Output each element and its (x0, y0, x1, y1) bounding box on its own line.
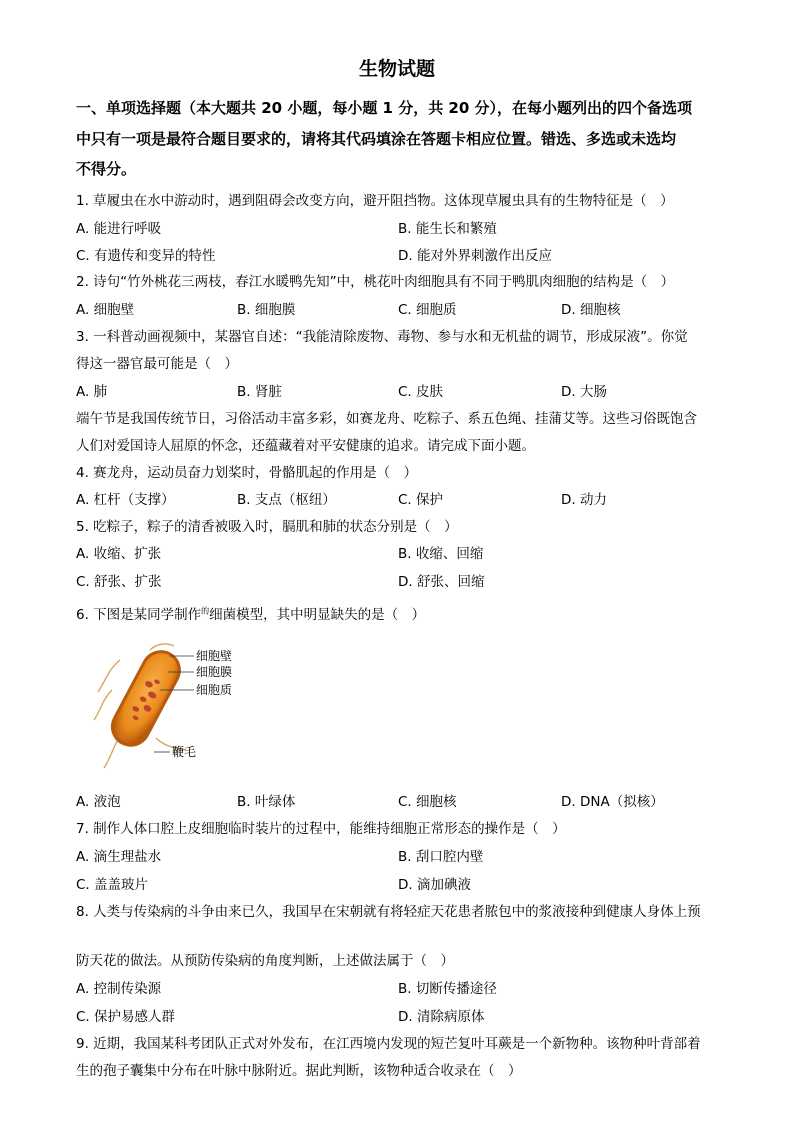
question-3-stem-line-1: 3. 一科普动画视频中，某器官自述：“我能清除废物、毒物、参与水和无机盐的调节，形成尿液”。你觉 (76, 329, 688, 345)
question-3-option-a[interactable]: A. 肺 (76, 384, 108, 400)
section-instructions-line-2: 中只有一项是最符合题目要求的，请将其代码填涂在答题卡相应位置。错选、多选或未选均 (76, 130, 677, 148)
page-title: 生物试题 (358, 58, 435, 80)
question-2-option-c[interactable]: C. 细胞质 (398, 302, 457, 318)
question-3-stem-line-2: 得这一器官最可能是（ ） (76, 356, 238, 372)
question-2-option-d[interactable]: D. 细胞核 (561, 302, 621, 318)
question-3-option-c[interactable]: C. 皮肤 (398, 384, 444, 400)
question-6-option-a[interactable]: A. 液泡 (76, 794, 121, 810)
question-2-stem: 2. 诗句“竹外桃花三两枝，春江水暖鸭先知”中，桃花叶肉细胞具有不同于鸭肌肉细胞的结构是（ ） (76, 274, 675, 290)
section-instructions-line-1: 一、单项选择题（本大题共 20 小题，每小题 1 分，共 20 分），在每小题列出的四个备选项 (76, 99, 693, 117)
question-4-option-a[interactable]: A. 杠杆（支撑） (76, 492, 175, 508)
question-5-option-c[interactable]: C. 舒张、扩张 (76, 574, 162, 590)
bacteria-model-figure (90, 640, 260, 780)
question-6-stem-superscript: 的 (201, 606, 210, 616)
question-6-option-b[interactable]: B. 叶绿体 (237, 794, 296, 810)
question-7-stem: 7. 制作人体口腔上皮细胞临时装片的过程中，能维持细胞正常形态的操作是（ ） (76, 821, 566, 837)
flagellum-strand (98, 660, 120, 692)
question-6-option-d[interactable]: D. DNA（拟核） (561, 794, 664, 810)
question-1-stem: 1. 草履虫在水中游动时，遇到阻碍会改变方向，避开阻挡物。这体现草履虫具有的生物特征是（ ） (76, 193, 674, 209)
question-8-option-a[interactable]: A. 控制传染源 (76, 981, 162, 997)
question-4-stem: 4. 赛龙舟，运动员奋力划桨时，骨骼肌起的作用是（ ） (76, 465, 418, 481)
question-2-option-b[interactable]: B. 细胞膜 (237, 302, 296, 318)
question-1-option-d[interactable]: D. 能对外界刺激作出反应 (398, 248, 552, 264)
question-5-option-a[interactable]: A. 收缩、扩张 (76, 546, 162, 562)
question-4-option-b[interactable]: B. 支点（枢纽） (237, 492, 336, 508)
question-1-option-b[interactable]: B. 能生长和繁殖 (398, 221, 497, 237)
question-6-stem-part-2: 细菌模型，其中明显缺失的是（ ） (209, 607, 426, 623)
question-2-option-a[interactable]: A. 细胞壁 (76, 302, 135, 318)
question-4-option-d[interactable]: D. 动力 (561, 492, 607, 508)
question-6-stem (76, 603, 425, 623)
question-9-stem-line-2: 生的孢子囊集中分布在叶脉中脉附近。据此判断，该物种适合收录在（ ） (76, 1063, 522, 1079)
question-7-option-c[interactable]: C. 盖盖玻片 (76, 877, 149, 893)
question-8-option-d[interactable]: D. 清除病原体 (398, 1009, 485, 1025)
question-7-option-a[interactable]: A. 滴生理盐水 (76, 849, 162, 865)
question-8-option-b[interactable]: B. 切断传播途径 (398, 981, 497, 997)
flagellum-strand (150, 644, 174, 650)
question-7-option-b[interactable]: B. 刮口腔内壁 (398, 849, 484, 865)
label-cytoplasm: 细胞质 (196, 683, 233, 697)
question-3-option-b[interactable]: B. 肾脏 (237, 384, 282, 400)
section-instructions-line-3: 不得分。 (76, 160, 137, 178)
passage-line-1: 端午节是我国传统节日，习俗活动丰富多彩，如赛龙舟、吃粽子、系五色绳、挂蒲艾等。这些习俗既饱含 (76, 411, 697, 427)
question-4-option-c[interactable]: C. 保护 (398, 492, 444, 508)
label-flagellum: 鞭毛 (172, 745, 197, 759)
question-5-stem: 5. 吃粽子，粽子的清香被吸入时，膈肌和肺的状态分别是（ ） (76, 519, 458, 535)
question-1-option-c[interactable]: C. 有遗传和变异的特性 (76, 248, 216, 264)
question-8-stem-line-1: 8. 人类与传染病的斗争由来已久，我国早在宋朝就有将轻症天花患者脓包中的浆液接种到健康人身体上预 (76, 904, 701, 920)
question-6-option-c[interactable]: C. 细胞核 (398, 794, 457, 810)
label-cell-wall: 细胞壁 (196, 649, 233, 663)
question-5-option-d[interactable]: D. 舒张、回缩 (398, 574, 485, 590)
question-3-option-d[interactable]: D. 大肠 (561, 384, 607, 400)
question-1-option-a[interactable]: A. 能进行呼吸 (76, 221, 162, 237)
flagellum-strand (94, 690, 112, 720)
question-8-stem-line-2: 防天花的做法。从预防传染病的角度判断，上述做法属于（ ） (76, 953, 454, 969)
passage-line-2: 人们对爱国诗人屈原的怀念，还蕴藏着对平安健康的追求。请完成下面小题。 (76, 438, 535, 454)
label-cell-membrane: 细胞膜 (196, 665, 233, 679)
question-8-option-c[interactable]: C. 保护易感人群 (76, 1009, 176, 1025)
bacteria-body (104, 643, 188, 754)
question-6-stem-part-1: 6. 下图是某同学制作 (76, 607, 202, 623)
question-7-option-d[interactable]: D. 滴加碘液 (398, 877, 471, 893)
question-5-option-b[interactable]: B. 收缩、回缩 (398, 546, 484, 562)
question-9-stem-line-1: 9. 近期，我国某科考团队正式对外发布，在江西境内发现的短芒复叶耳蕨是一个新物种。该物种叶背部着 (76, 1036, 701, 1052)
